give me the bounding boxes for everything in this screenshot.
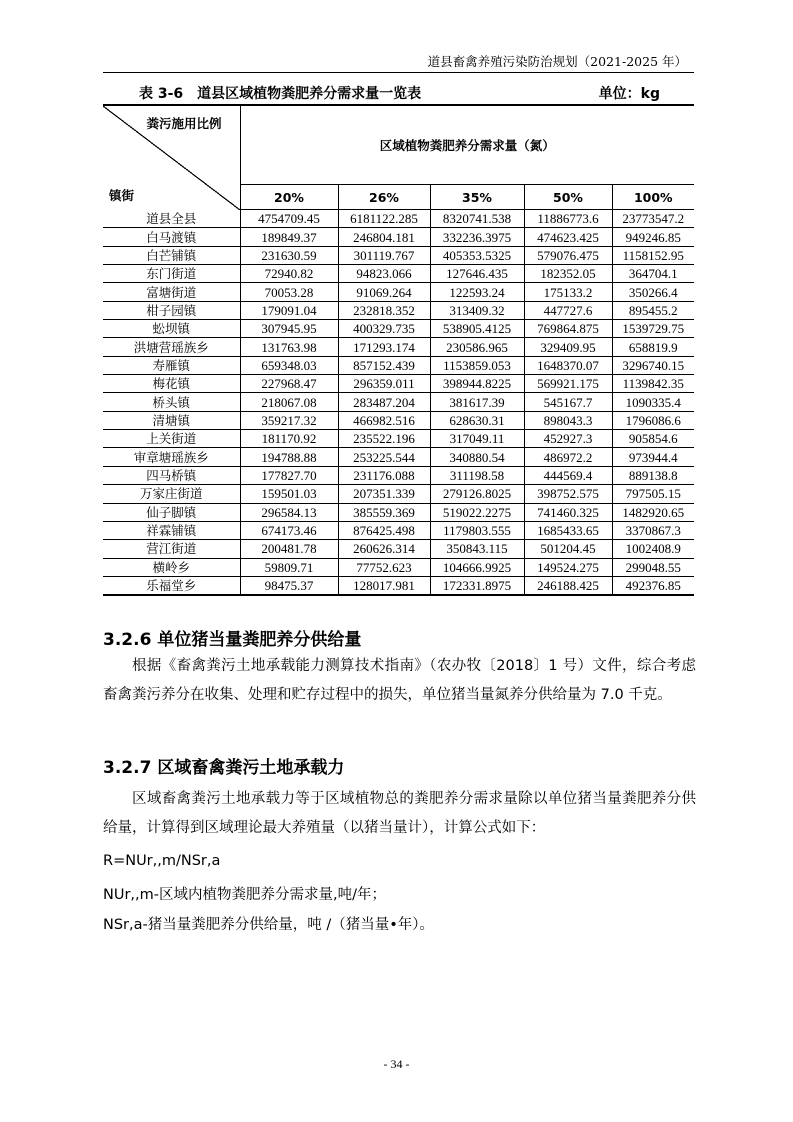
value-cell: 444569.4 xyxy=(524,466,612,484)
value-cell: 579076.475 xyxy=(524,246,612,264)
value-cell: 127646.435 xyxy=(430,265,524,283)
value-cell: 569921.175 xyxy=(524,375,612,393)
value-cell: 905854.6 xyxy=(612,430,694,448)
value-cell: 628630.31 xyxy=(430,411,524,429)
value-cell: 227968.47 xyxy=(240,375,338,393)
value-cell: 340880.54 xyxy=(430,448,524,466)
value-cell: 545167.7 xyxy=(524,393,612,411)
value-cell: 299048.55 xyxy=(612,558,694,576)
value-cell: 350266.4 xyxy=(612,283,694,301)
value-cell: 658819.9 xyxy=(612,338,694,356)
section-heading-3-2-7: 3.2.7 区域畜禽粪污土地承载力 xyxy=(103,758,345,778)
corner-bottom-label: 镇街 xyxy=(109,187,135,203)
value-cell: 398944.8225 xyxy=(430,375,524,393)
table-row xyxy=(103,283,694,301)
column-header: 20% xyxy=(240,185,338,210)
table-corner-header xyxy=(103,105,240,210)
paragraph-text: 根据《畜禽粪污土地承载能力测算技术指南》（农办牧〔2018〕1 号）文件，综合考虑畜禽粪污养分在收集、处理和贮存过程中的损失，单位猪当量氮养分供给量为 7.0 千克。 xyxy=(103,658,696,703)
value-cell: 177827.70 xyxy=(240,466,338,484)
town-name-cell: 审章塘瑶族乡 xyxy=(103,448,240,466)
town-name-cell: 道县全县 xyxy=(103,210,240,228)
value-cell: 4754709.45 xyxy=(240,210,338,228)
section-heading-3-2-6: 3.2.6 单位猪当量粪肥养分供给量 xyxy=(103,630,362,650)
value-cell: 149524.275 xyxy=(524,558,612,576)
town-name-cell: 洪塘营瑶族乡 xyxy=(103,338,240,356)
value-cell: 350843.115 xyxy=(430,540,524,558)
value-cell: 381617.39 xyxy=(430,393,524,411)
value-cell: 283487.204 xyxy=(338,393,430,411)
table-row xyxy=(103,338,694,356)
value-cell: 359217.32 xyxy=(240,411,338,429)
value-cell: 104666.9925 xyxy=(430,558,524,576)
value-cell: 857152.439 xyxy=(338,356,430,374)
value-cell: 230586.965 xyxy=(430,338,524,356)
town-name-cell: 寿雁镇 xyxy=(103,356,240,374)
table-row xyxy=(103,466,694,484)
value-cell: 231630.59 xyxy=(240,246,338,264)
value-cell: 405353.5325 xyxy=(430,246,524,264)
value-cell: 474623.425 xyxy=(524,228,612,246)
town-name-cell: 四马桥镇 xyxy=(103,466,240,484)
value-cell: 949246.85 xyxy=(612,228,694,246)
town-name-cell: 万家庄街道 xyxy=(103,485,240,503)
value-cell: 385559.369 xyxy=(338,503,430,521)
value-cell: 182352.05 xyxy=(524,265,612,283)
town-name-cell: 富塘街道 xyxy=(103,283,240,301)
value-cell: 246804.181 xyxy=(338,228,430,246)
section-3-2-7-paragraph xyxy=(103,785,696,843)
table-row xyxy=(103,393,694,411)
value-cell: 889138.8 xyxy=(612,466,694,484)
page-number: - 34 - xyxy=(383,1057,410,1071)
table-caption xyxy=(103,81,694,103)
value-cell: 492376.85 xyxy=(612,576,694,595)
value-cell: 1153859.053 xyxy=(430,356,524,374)
value-cell: 797505.15 xyxy=(612,485,694,503)
value-cell: 6181122.285 xyxy=(338,210,430,228)
town-name-cell: 仙子脚镇 xyxy=(103,503,240,521)
value-cell: 317049.11 xyxy=(430,430,524,448)
value-cell: 447727.6 xyxy=(524,301,612,319)
column-header: 100% xyxy=(612,185,694,210)
value-cell: 159501.03 xyxy=(240,485,338,503)
value-cell: 296359.011 xyxy=(338,375,430,393)
value-cell: 3296740.15 xyxy=(612,356,694,374)
value-cell: 1539729.75 xyxy=(612,320,694,338)
value-cell: 91069.264 xyxy=(338,283,430,301)
value-cell: 898043.3 xyxy=(524,411,612,429)
value-cell: 1648370.07 xyxy=(524,356,612,374)
value-cell: 400329.735 xyxy=(338,320,430,338)
value-cell: 307945.95 xyxy=(240,320,338,338)
table-row xyxy=(103,558,694,576)
town-name-cell: 东门街道 xyxy=(103,265,240,283)
value-cell: 23773547.2 xyxy=(612,210,694,228)
town-name-cell: 柑子园镇 xyxy=(103,301,240,319)
value-cell: 538905.4125 xyxy=(430,320,524,338)
table-row xyxy=(103,320,694,338)
town-name-cell: 乐福堂乡 xyxy=(103,576,240,595)
fertilizer-demand-table xyxy=(103,104,694,596)
table-row xyxy=(103,356,694,374)
column-header: 50% xyxy=(524,185,612,210)
formula-definition-ns: NSr,a-猪当量粪肥养分供给量，吨 /（猪当量•年）。 xyxy=(103,917,435,933)
table-row xyxy=(103,430,694,448)
value-cell: 1482920.65 xyxy=(612,503,694,521)
column-header: 26% xyxy=(338,185,430,210)
town-name-cell: 梅花镇 xyxy=(103,375,240,393)
value-cell: 181170.92 xyxy=(240,430,338,448)
value-cell: 1158152.95 xyxy=(612,246,694,264)
paragraph-text: 区域畜禽粪污土地承载力等于区域植物总的粪肥养分需求量除以单位猪当量粪肥养分供给量，计算得到区域理论最大养殖量（以猪当量计），计算公式如下： xyxy=(103,791,696,836)
value-cell: 466982.516 xyxy=(338,411,430,429)
value-cell: 189849.37 xyxy=(240,228,338,246)
value-cell: 301119.767 xyxy=(338,246,430,264)
table-row xyxy=(103,210,694,228)
table-row xyxy=(103,375,694,393)
value-cell: 1685433.65 xyxy=(524,521,612,539)
table-row xyxy=(103,411,694,429)
value-cell: 11886773.6 xyxy=(524,210,612,228)
value-cell: 741460.325 xyxy=(524,503,612,521)
value-cell: 329409.95 xyxy=(524,338,612,356)
formula-definition-nu: NUr,,m-区域内植物粪肥养分需求量,吨/年； xyxy=(103,887,386,903)
value-cell: 232818.352 xyxy=(338,301,430,319)
value-cell: 1179803.555 xyxy=(430,521,524,539)
value-cell: 98475.37 xyxy=(240,576,338,595)
town-name-cell: 祥霖铺镇 xyxy=(103,521,240,539)
value-cell: 519022.2275 xyxy=(430,503,524,521)
value-cell: 659348.03 xyxy=(240,356,338,374)
table-row xyxy=(103,301,694,319)
value-cell: 231176.088 xyxy=(338,466,430,484)
value-cell: 200481.78 xyxy=(240,540,338,558)
value-cell: 279126.8025 xyxy=(430,485,524,503)
value-cell: 207351.339 xyxy=(338,485,430,503)
value-cell: 246188.425 xyxy=(524,576,612,595)
value-cell: 260626.314 xyxy=(338,540,430,558)
table-row xyxy=(103,540,694,558)
table-row xyxy=(103,503,694,521)
value-cell: 364704.1 xyxy=(612,265,694,283)
value-cell: 77752.623 xyxy=(338,558,430,576)
value-cell: 313409.32 xyxy=(430,301,524,319)
town-name-cell: 上关街道 xyxy=(103,430,240,448)
table-row xyxy=(103,448,694,466)
value-cell: 296584.13 xyxy=(240,503,338,521)
value-cell: 128017.981 xyxy=(338,576,430,595)
value-cell: 179091.04 xyxy=(240,301,338,319)
value-cell: 1090335.4 xyxy=(612,393,694,411)
table-row xyxy=(103,265,694,283)
value-cell: 235522.196 xyxy=(338,430,430,448)
value-cell: 218067.08 xyxy=(240,393,338,411)
value-cell: 1796086.6 xyxy=(612,411,694,429)
formula: R=NUr,,m/NSr,a xyxy=(103,853,221,869)
value-cell: 1002408.9 xyxy=(612,540,694,558)
value-cell: 876425.498 xyxy=(338,521,430,539)
value-cell: 973944.4 xyxy=(612,448,694,466)
corner-top-label: 粪污施用比例 xyxy=(146,116,222,131)
running-header: 道县畜禽养殖污染防治规划（2021-2025 年） xyxy=(427,54,687,69)
value-cell: 175133.2 xyxy=(524,283,612,301)
value-cell: 194788.88 xyxy=(240,448,338,466)
column-header: 35% xyxy=(430,185,524,210)
value-cell: 486972.2 xyxy=(524,448,612,466)
table-caption-unit: 单位：kg xyxy=(598,86,660,102)
value-cell: 59809.71 xyxy=(240,558,338,576)
value-cell: 501204.45 xyxy=(524,540,612,558)
table-row xyxy=(103,228,694,246)
value-cell: 131763.98 xyxy=(240,338,338,356)
value-cell: 674173.46 xyxy=(240,521,338,539)
table-row xyxy=(103,521,694,539)
value-cell: 172331.8975 xyxy=(430,576,524,595)
town-name-cell: 清塘镇 xyxy=(103,411,240,429)
value-cell: 895455.2 xyxy=(612,301,694,319)
value-cell: 70053.28 xyxy=(240,283,338,301)
value-cell: 8320741.538 xyxy=(430,210,524,228)
value-cell: 311198.58 xyxy=(430,466,524,484)
value-cell: 171293.174 xyxy=(338,338,430,356)
town-name-cell: 营江街道 xyxy=(103,540,240,558)
value-cell: 72940.82 xyxy=(240,265,338,283)
section-3-2-6-paragraph xyxy=(103,652,696,710)
value-cell: 122593.24 xyxy=(430,283,524,301)
group-header: 区域植物粪肥养分需求量（氮） xyxy=(240,105,694,185)
value-cell: 452927.3 xyxy=(524,430,612,448)
value-cell: 332236.3975 xyxy=(430,228,524,246)
table-body xyxy=(103,210,694,595)
town-name-cell: 白芒铺镇 xyxy=(103,246,240,264)
table-row xyxy=(103,576,694,595)
value-cell: 769864.875 xyxy=(524,320,612,338)
town-name-cell: 横岭乡 xyxy=(103,558,240,576)
town-name-cell: 白马渡镇 xyxy=(103,228,240,246)
value-cell: 253225.544 xyxy=(338,448,430,466)
value-cell: 94823.066 xyxy=(338,265,430,283)
value-cell: 1139842.35 xyxy=(612,375,694,393)
town-name-cell: 蚣坝镇 xyxy=(103,320,240,338)
header-rule xyxy=(103,72,694,73)
table-caption-title: 表 3-6 道县区域植物粪肥养分需求量一览表 xyxy=(139,86,422,102)
table-row xyxy=(103,246,694,264)
table-row xyxy=(103,485,694,503)
town-name-cell: 桥头镇 xyxy=(103,393,240,411)
value-cell: 3370867.3 xyxy=(612,521,694,539)
value-cell: 398752.575 xyxy=(524,485,612,503)
